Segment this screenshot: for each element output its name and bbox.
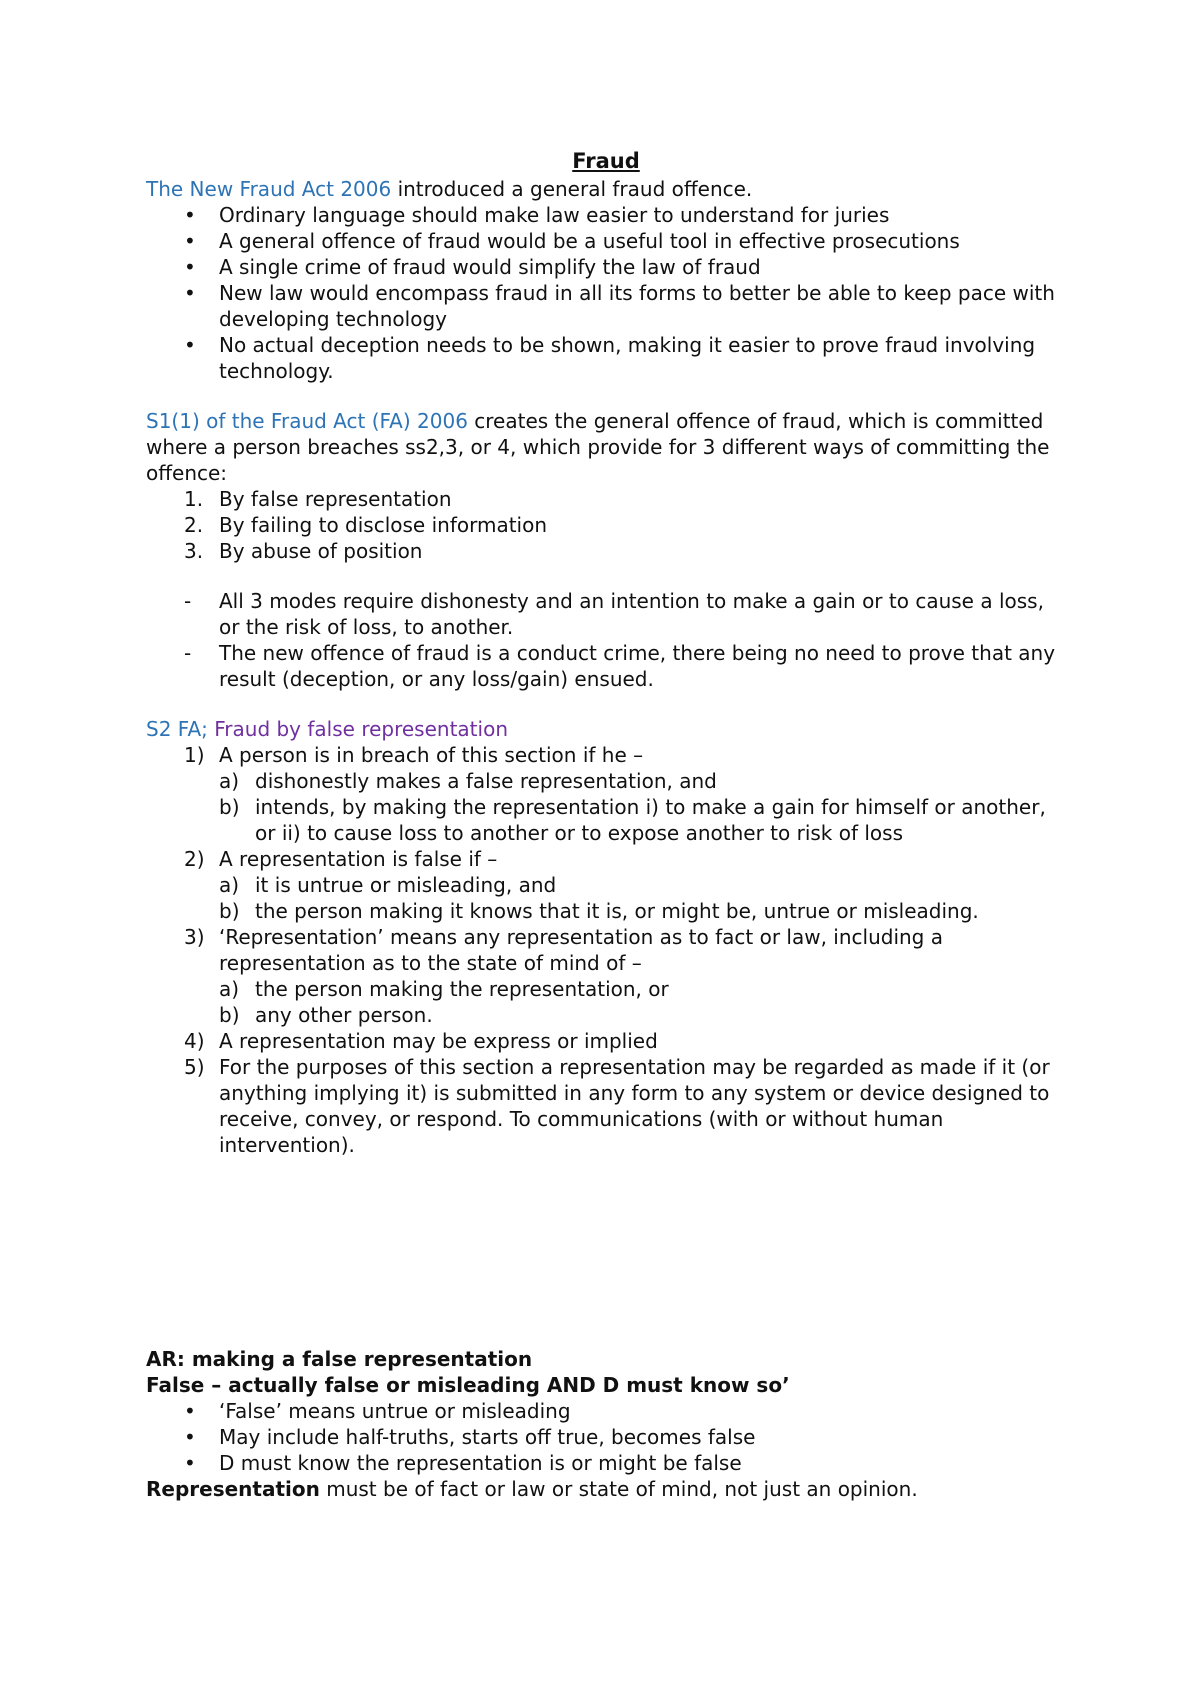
s1-numbered-list [146,486,1066,564]
list-item [146,1450,1066,1476]
list-item [146,1424,1066,1450]
list-number: 1. [184,487,204,511]
representation-rest: must be of fact or law or state of mind, not just an opinion. [319,1477,918,1501]
s2-heading [146,716,1066,742]
list-item-text: D must know the representation is or might be false [219,1451,742,1475]
clause-item [146,924,1066,976]
list-item [146,254,1066,280]
spacer [146,564,1066,588]
subclause-letter: b) [219,899,240,923]
list-item-text: All 3 modes require dishonesty and an intention to make a gain or to cause a loss, or the risk of loss, to another. [219,589,1044,639]
page-title: Fraud [572,149,640,173]
clause-text: ‘Representation’ means any representation as to fact or law, including a representation as to the state of mind of – [219,925,943,975]
list-item [146,202,1066,228]
subclause-letter: b) [219,795,240,819]
list-item-text: A single crime of fraud would simplify the law of fraud [219,255,761,279]
list-item-text: Ordinary language should make law easier to understand for juries [219,203,890,227]
list-item [146,280,1066,332]
clause-text: A representation is false if – [219,847,498,871]
bullet-marker: • [184,229,196,253]
list-item-text: By false representation [219,487,452,511]
spacer [146,692,1066,716]
list-item-text: No actual deception needs to be shown, making it easier to prove fraud involving technology. [219,333,1036,383]
bullet-marker: • [184,1399,196,1423]
spacer [146,1158,1066,1346]
dash-marker: - [184,589,192,613]
subclause-item [146,872,1066,898]
spacer [146,384,1066,408]
intro-bullet-list [146,202,1066,384]
subclause-item [146,768,1066,794]
s1-paragraph [146,408,1066,486]
representation-term: Representation [146,1477,320,1501]
subclause-text: intends, by making the representation i) to make a gain for himself or another, or ii) to cause loss to another or to expose another to risk of loss [255,795,1046,845]
list-item [146,332,1066,384]
list-item [146,640,1066,692]
list-item-text: ‘False’ means untrue or misleading [219,1399,571,1423]
representation-paragraph [146,1476,1066,1502]
subclause-letter: a) [219,873,240,897]
list-item-text: By failing to disclose information [219,513,548,537]
subclause-text: the person making it knows that it is, or might be, untrue or misleading. [255,899,979,923]
list-item-text: A general offence of fraud would be a useful tool in effective prosecutions [219,229,960,253]
clause-number: 3) [184,925,205,949]
list-item-text: New law would encompass fraud in all its forms to better be able to keep pace with developing technology [219,281,1055,331]
bullet-marker: • [184,1451,196,1475]
clause-item [146,846,1066,872]
s2-heading-section: S2 FA; [146,717,215,741]
ar-bullet-list [146,1398,1066,1476]
list-item-text: By abuse of position [219,539,423,563]
false-heading: False – actually false or misleading AND D must know so’ [146,1373,790,1397]
subclause-text: the person making the representation, or [255,977,669,1001]
clause-text: For the purposes of this section a representation may be regarded as made if it (or anything implying it) is submitted in any form to any system or device designed to receive, convey, or respond. To communications (with or without human intervention). [219,1055,1050,1157]
clause-number: 2) [184,847,205,871]
clause-number: 5) [184,1055,205,1079]
clause-number: 4) [184,1029,205,1053]
list-item [146,1398,1066,1424]
clause-item [146,742,1066,768]
subclause-text: dishonestly makes a false representation, and [255,769,717,793]
clause-text: A person is in breach of this section if he – [219,743,644,767]
list-number: 3. [184,539,204,563]
subclause-letter: a) [219,769,240,793]
clause-text: A representation may be express or implied [219,1029,658,1053]
clause-item [146,1054,1066,1158]
document-body [146,146,1066,1502]
intro-rest: introduced a general fraud offence. [391,177,753,201]
intro-lead: The New Fraud Act 2006 [146,177,392,201]
bullet-marker: • [184,281,196,305]
subclause-text: any other person. [255,1003,433,1027]
subclause-item [146,794,1066,846]
bullet-marker: • [184,203,196,227]
list-item-text: The new offence of fraud is a conduct crime, there being no need to prove that any result (deception, or any loss/gain) ensued. [219,641,1056,691]
list-item [146,228,1066,254]
subclause-item [146,898,1066,924]
bullet-marker: • [184,1425,196,1449]
subclause-item [146,976,1066,1002]
subclause-letter: b) [219,1003,240,1027]
s1-dash-list [146,588,1066,692]
bullet-marker: • [184,255,196,279]
intro-paragraph [146,176,1066,202]
clause-item [146,1028,1066,1054]
ar-heading: AR: making a false representation [146,1347,533,1371]
list-item [146,486,1066,512]
list-item [146,538,1066,564]
bullet-marker: • [184,333,196,357]
list-item [146,588,1066,640]
subclause-item [146,1002,1066,1028]
list-item-text: May include half-truths, starts off true, becomes false [219,1425,756,1449]
clause-number: 1) [184,743,205,767]
subclause-letter: a) [219,977,240,1001]
s2-heading-title: Fraud by false representation [214,717,508,741]
subclause-text: it is untrue or misleading, and [255,873,557,897]
list-item [146,512,1066,538]
s2-clause-list [146,742,1066,1158]
list-number: 2. [184,513,204,537]
dash-marker: - [184,641,192,665]
s1-lead: S1(1) of the Fraud Act (FA) 2006 [146,409,468,433]
s1-rest: creates the general offence of fraud, which is committed where a person breaches ss2,3, or 4, which provide for 3 different ways of committing the offence: [146,409,1050,485]
